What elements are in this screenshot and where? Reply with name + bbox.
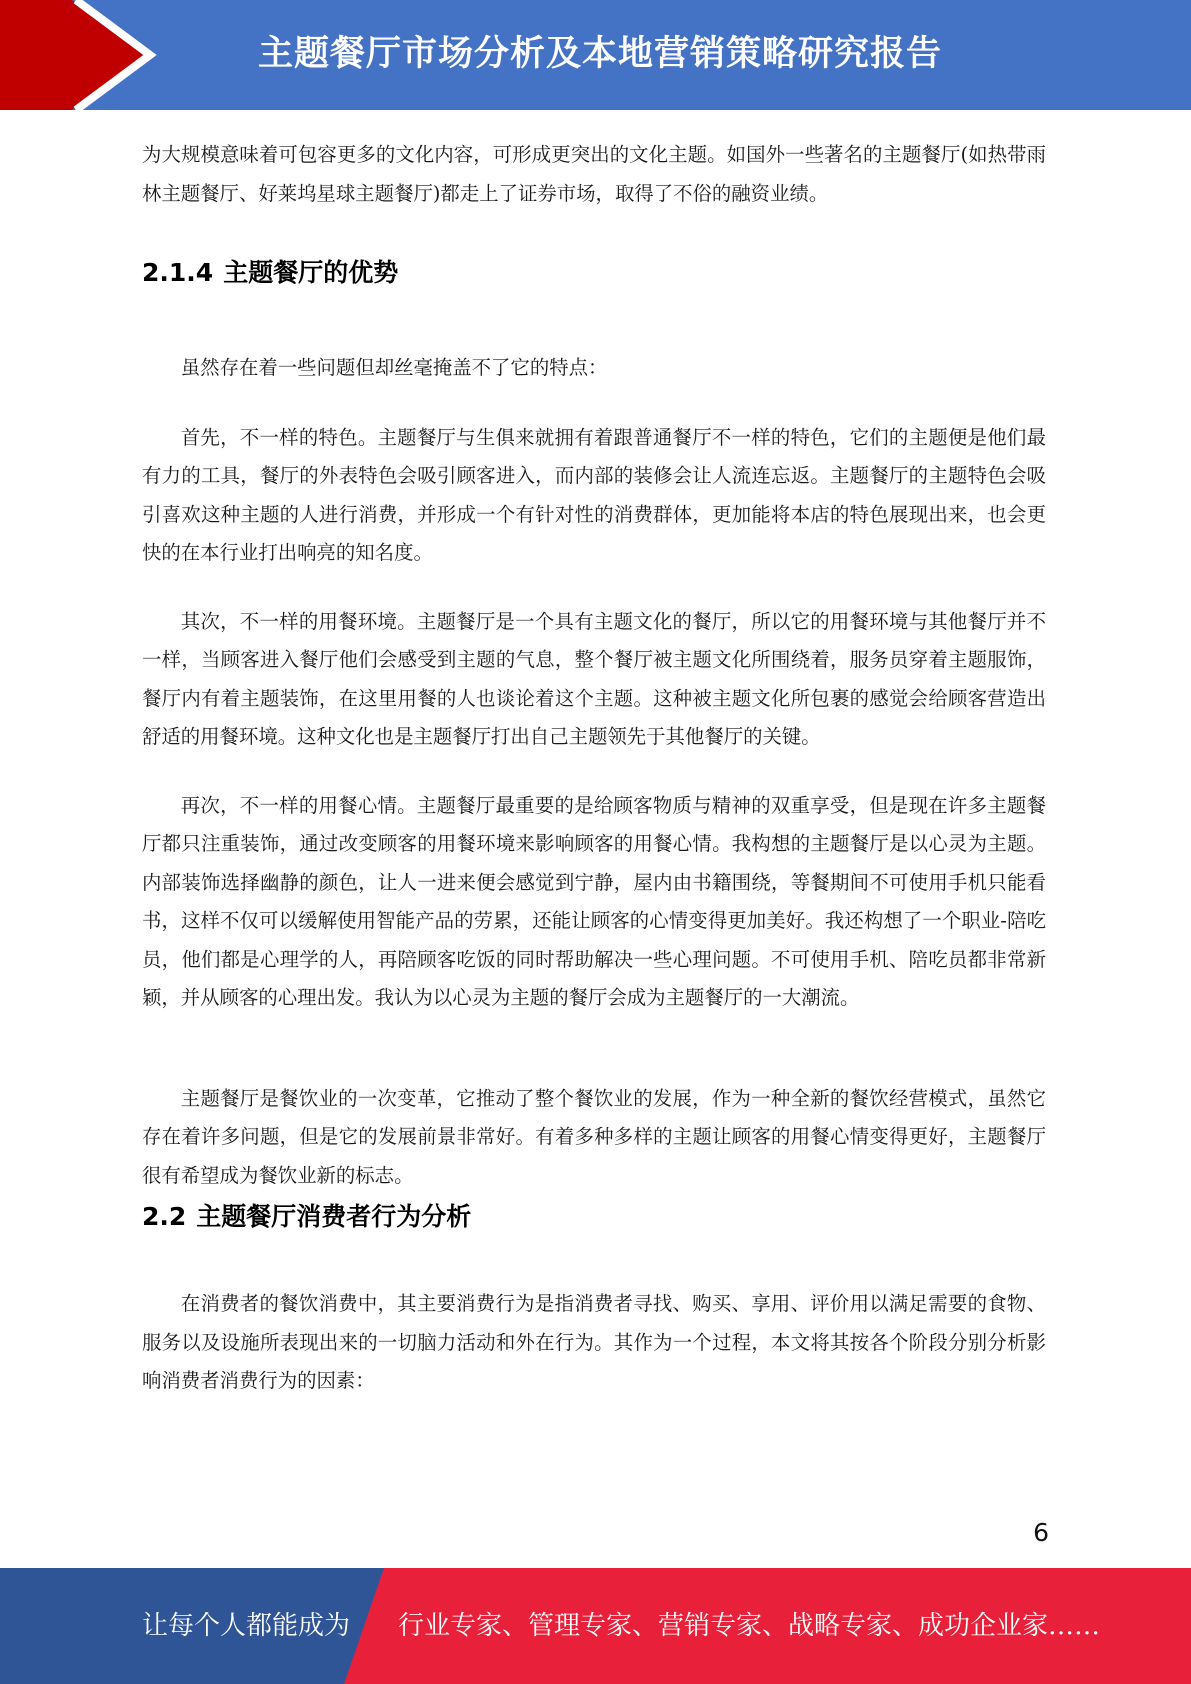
page-number: 6 <box>1033 1518 1049 1547</box>
section-title: 主题餐厅的优势 <box>223 258 399 287</box>
paragraph-intro: 为大规模意味着可包容更多的文化内容，可形成更突出的文化主题。如国外一些著名的主题餐厅(如热带雨林主题餐厅、好莱坞星球主题餐厅)都走上了证券市场，取得了不俗的融资业绩。 <box>142 143 1046 205</box>
paragraph-consumer-behavior: 在消费者的餐饮消费中，其主要消费行为是指消费者寻找、购买、享用、评价用以满足需要的食物、服务以及设施所表现出来的一切脑力活动和外在行为。其作为一个过程，本文将其按各个阶段分别分析影响消费者消费行为的因素： <box>142 1292 1046 1392</box>
page-header <box>0 0 1191 110</box>
report-title: 主题餐厅市场分析及本地营销策略研究报告 <box>258 34 943 74</box>
paragraph-second-feature: 其次，不一样的用餐环境。主题餐厅是一个具有主题文化的餐厅，所以它的用餐环境与其他餐厅并不一样，当顾客进入餐厅他们会感受到主题的气息，整个餐厅被主题文化所围绕着，服务员穿着主题服饰，餐厅内有着主题装饰，在这里用餐的人也谈论着这个主题。这种被主题文化所包裹的感觉会给顾客营造出舒适的用餐环境。这种文化也是主题餐厅打出自己主题领先于其他餐厅的关键。 <box>142 609 1046 748</box>
section-number: 2.1.4 <box>142 258 214 287</box>
section-number: 2.2 <box>142 1202 187 1231</box>
paragraph-first-feature: 首先，不一样的特色。主题餐厅与生俱来就拥有着跟普通餐厅不一样的特色，它们的主题便是他们最有力的工具，餐厅的外表特色会吸引顾客进入，而内部的装修会让人流连忘返。主题餐厅的主题特色会吸引喜欢这种主题的人进行消费，并形成一个有针对性的消费群体，更加能将本店的特色展现出来，也会更快的在本行业打出响亮的知名度。 <box>142 425 1046 564</box>
footer-slogan-right: 行业专家、管理专家、营销专家、战略专家、成功企业家…… <box>398 1611 1101 1641</box>
paragraph-third-feature: 再次，不一样的用餐心情。主题餐厅最重要的是给顾客物质与精神的双重享受，但是现在许多主题餐厅都只注重装饰，通过改变顾客的用餐环境来影响顾客的用餐心情。我构想的主题餐厅是以心灵为主题。内部装饰选择幽静的颜色，让人一进来便会感觉到宁静，屋内由书籍围绕，等餐期间不可使用手机只能看书，这样不仅可以缓解使用智能产品的劳累，还能让顾客的心情变得更加美好。我还构想了一个职业-陪吃员，他们都是心理学的人，再陪顾客吃饭的同时帮助解决一些心理问题。不可使用手机、陪吃员都非常新颖，并从顾客的心理出发。我认为以心灵为主题的餐厅会成为主题餐厅的一大潮流。 <box>142 793 1046 1009</box>
section-heading-2-1-4 <box>142 255 1046 291</box>
section-title: 主题餐厅消费者行为分析 <box>196 1202 472 1231</box>
page-content <box>142 136 1046 1401</box>
paragraph-summary: 主题餐厅是餐饮业的一次变革，它推动了整个餐饮业的发展，作为一种全新的餐饮经营模式，虽然它存在着许多问题，但是它的发展前景非常好。有着多种多样的主题让顾客的用餐心情变得更好，主题餐厅很有希望成为餐饮业新的标志。 <box>142 1086 1046 1187</box>
section-heading-2-2 <box>142 1199 1046 1235</box>
paragraph-features-lead: 虽然存在着一些问题但却丝毫掩盖不了它的特点： <box>180 356 608 379</box>
header-red-arrow <box>0 0 146 110</box>
footer-slogan-left: 让每个人都能成为 <box>142 1611 351 1641</box>
page-footer <box>0 1568 1191 1684</box>
